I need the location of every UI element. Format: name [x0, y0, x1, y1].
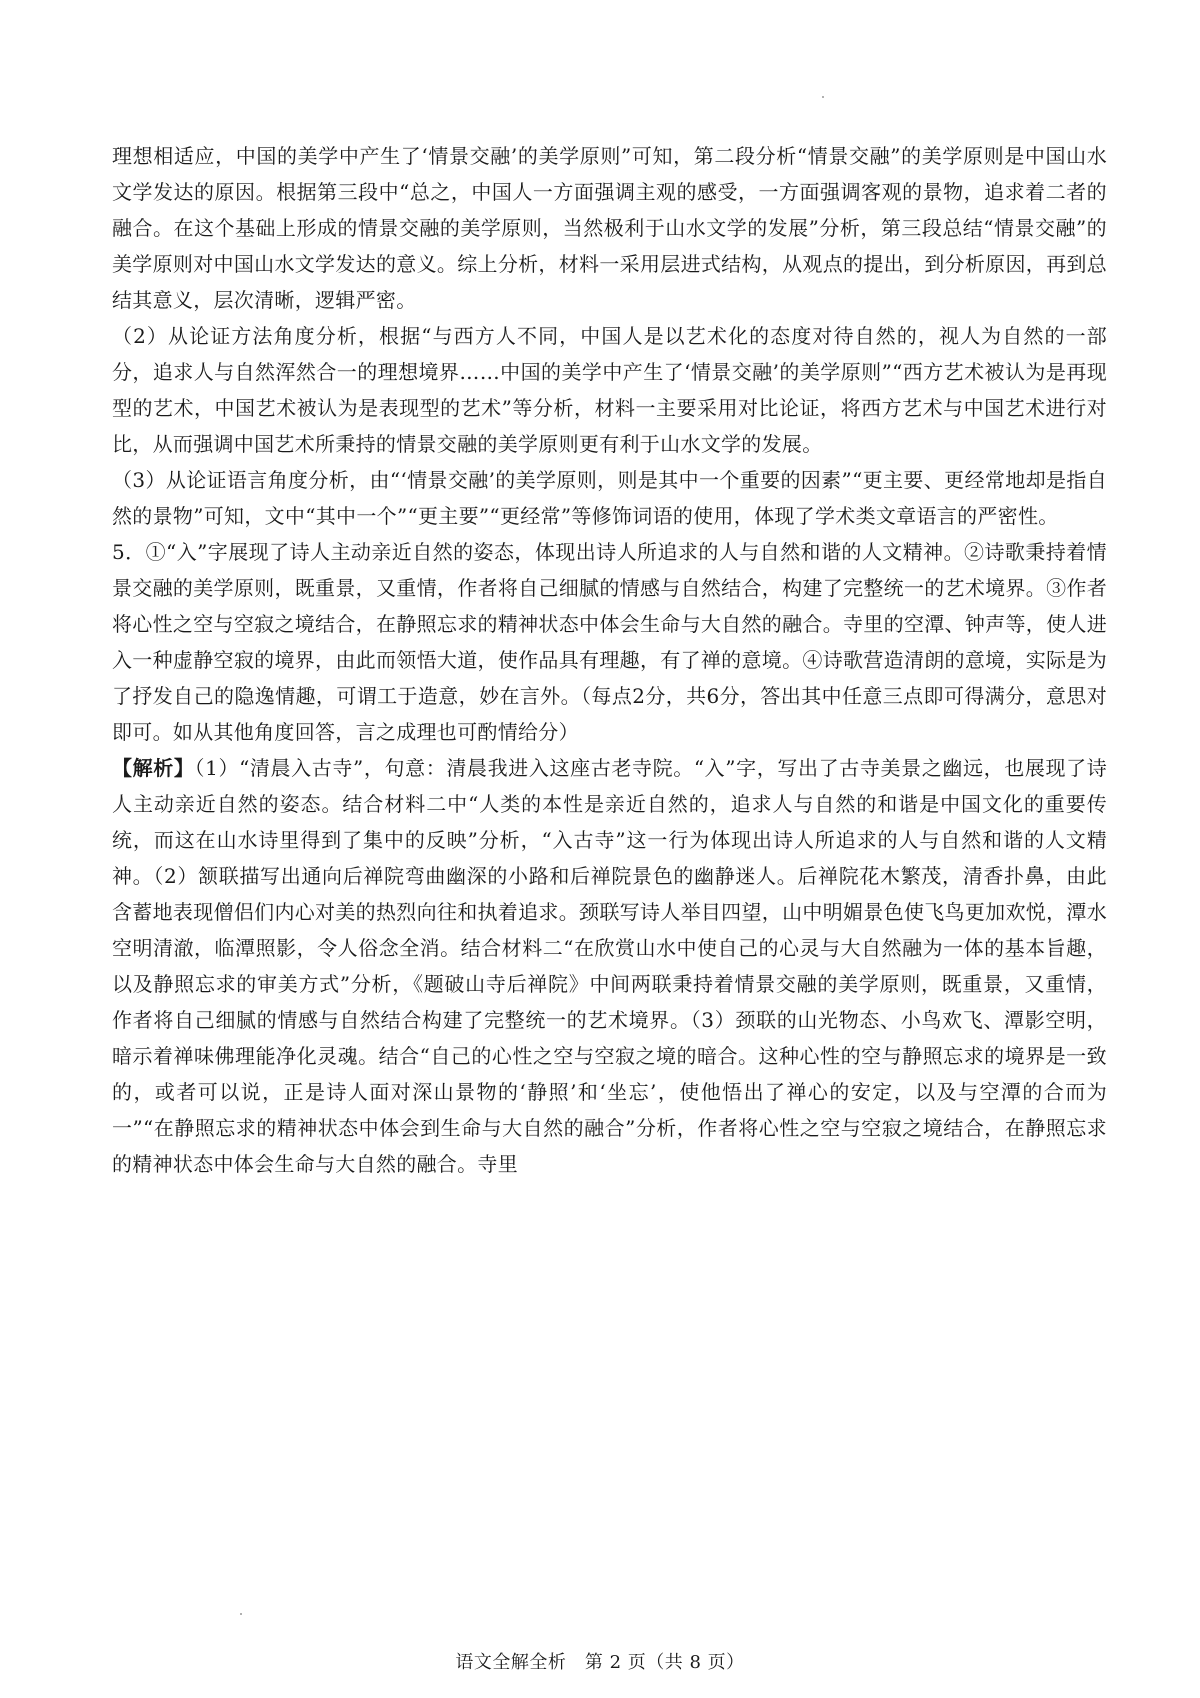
paragraph-structure-analysis: 理想相适应，中国的美学中产生了‘情景交融’的美学原则”可知，第二段分析“情景交融”的美学原则是中国山水文学发达的原因。根据第三段中“总之，中国人一方面强调主观的感受，一方面强调客观的景物，追求着二者的融合。在这个基础上形成的情景交融的美学原则，当然极利于山水文学的发展”分析，第三段总结“情景交融”的美学原则对中国山水文学发达的意义。综上分析，材料一采用层进式结构，从观点的提出，到分析原因，再到总结其意义，层次清晰，逻辑严密。 [112, 144, 1107, 312]
document-body [112, 138, 1107, 1182]
paragraph-analysis [112, 750, 1107, 1182]
scan-speck [822, 96, 824, 98]
analysis-text: （1）“清晨入古寺”，句意：清晨我进入这座古老寺院。“入”字，写出了古寺美景之幽远，也展现了诗人主动亲近自然的姿态。结合材料二中“人类的本性是亲近自然的，追求人与自然的和谐是中国文化的重要传统，而这在山水诗里得到了集中的反映”分析，“入古寺”这一行为体现出诗人所追求的人与自然和谐的人文精神。（2）颔联描写出通向后禅院弯曲幽深的小路和后禅院景色的幽静迷人。后禅院花木繁茂，清香扑鼻，由此含蓄地表现僧侣们内心对美的热烈向往和执着追求。颈联写诗人举目四望，山中明媚景色使飞鸟更加欢悦，潭水空明清澈，临潭照影，令人俗念全消。结合材料二“在欣赏山水中使自己的心灵与大自然融为一体的基本旨趣，以及静照忘求的审美方式”分析，《题破山寺后禅院》中间两联秉持着情景交融的美学原则，既重景，又重情，作者将自己细腻的情感与自然结合构建了完整统一的艺术境界。（3）颈联的山光物态、小鸟欢飞、潭影空明，暗示着禅味佛理能净化灵魂。结合“自己的心性之空与空寂之境的暗合。这种心性的空与静照忘求的境界是一致的，或者可以说，正是诗人面对深山景物的‘静照’和‘坐忘’，使他悟出了禅心的安定，以及与空潭的合而为一”“在静照忘求的精神状态中体会到生命与大自然的融合”分析，作者将心性之空与空寂之境结合，在静照忘求的精神状态中体会生命与大自然的融合。寺里 [112, 756, 1107, 1176]
paragraph-argument-method: （2）从论证方法角度分析，根据“与西方人不同，中国人是以艺术化的态度对待自然的，视人为自然的一部分，追求人与自然浑然合一的理想境界……中国的美学中产生了‘情景交融’的美学原则”“西方艺术被认为是再现型的艺术，中国艺术被认为是表现型的艺术”等分析，材料一主要采用对比论证，将西方艺术与中国艺术进行对比，从而强调中国艺术所秉持的情景交融的美学原则更有利于山水文学的发展。 [112, 324, 1107, 456]
analysis-label: 【解析】 [112, 756, 195, 780]
page-footer: 语文全解全析 第 2 页（共 8 页） [455, 1652, 745, 1673]
paragraph-argument-language: （3）从论证语言角度分析，由“‘情景交融’的美学原则，则是其中一个重要的因素”“更主要、更经常地却是指自然的景物”可知，文中“其中一个”“更主要”“更经常”等修饰词语的使用，体现了学术类文章语言的严密性。 [112, 468, 1107, 528]
paragraph-answer-5: 5．①“入”字展现了诗人主动亲近自然的姿态，体现出诗人所追求的人与自然和谐的人文精神。②诗歌秉持着情景交融的美学原则，既重景，又重情，作者将自己细腻的情感与自然结合，构建了完整统一的艺术境界。③作者将心性之空与空寂之境结合，在静照忘求的精神状态中体会生命与大自然的融合。寺里的空潭、钟声等，使人进入一种虚静空寂的境界，由此而领悟大道，使作品具有理趣，有了禅的意境。④诗歌营造清朗的意境，实际是为了抒发自己的隐逸情趣，可谓工于造意，妙在言外。（每点2分，共6分，答出其中任意三点即可得满分，意思对即可。如从其他角度回答，言之成理也可酌情给分） [112, 540, 1107, 744]
scan-speck [240, 1613, 242, 1615]
